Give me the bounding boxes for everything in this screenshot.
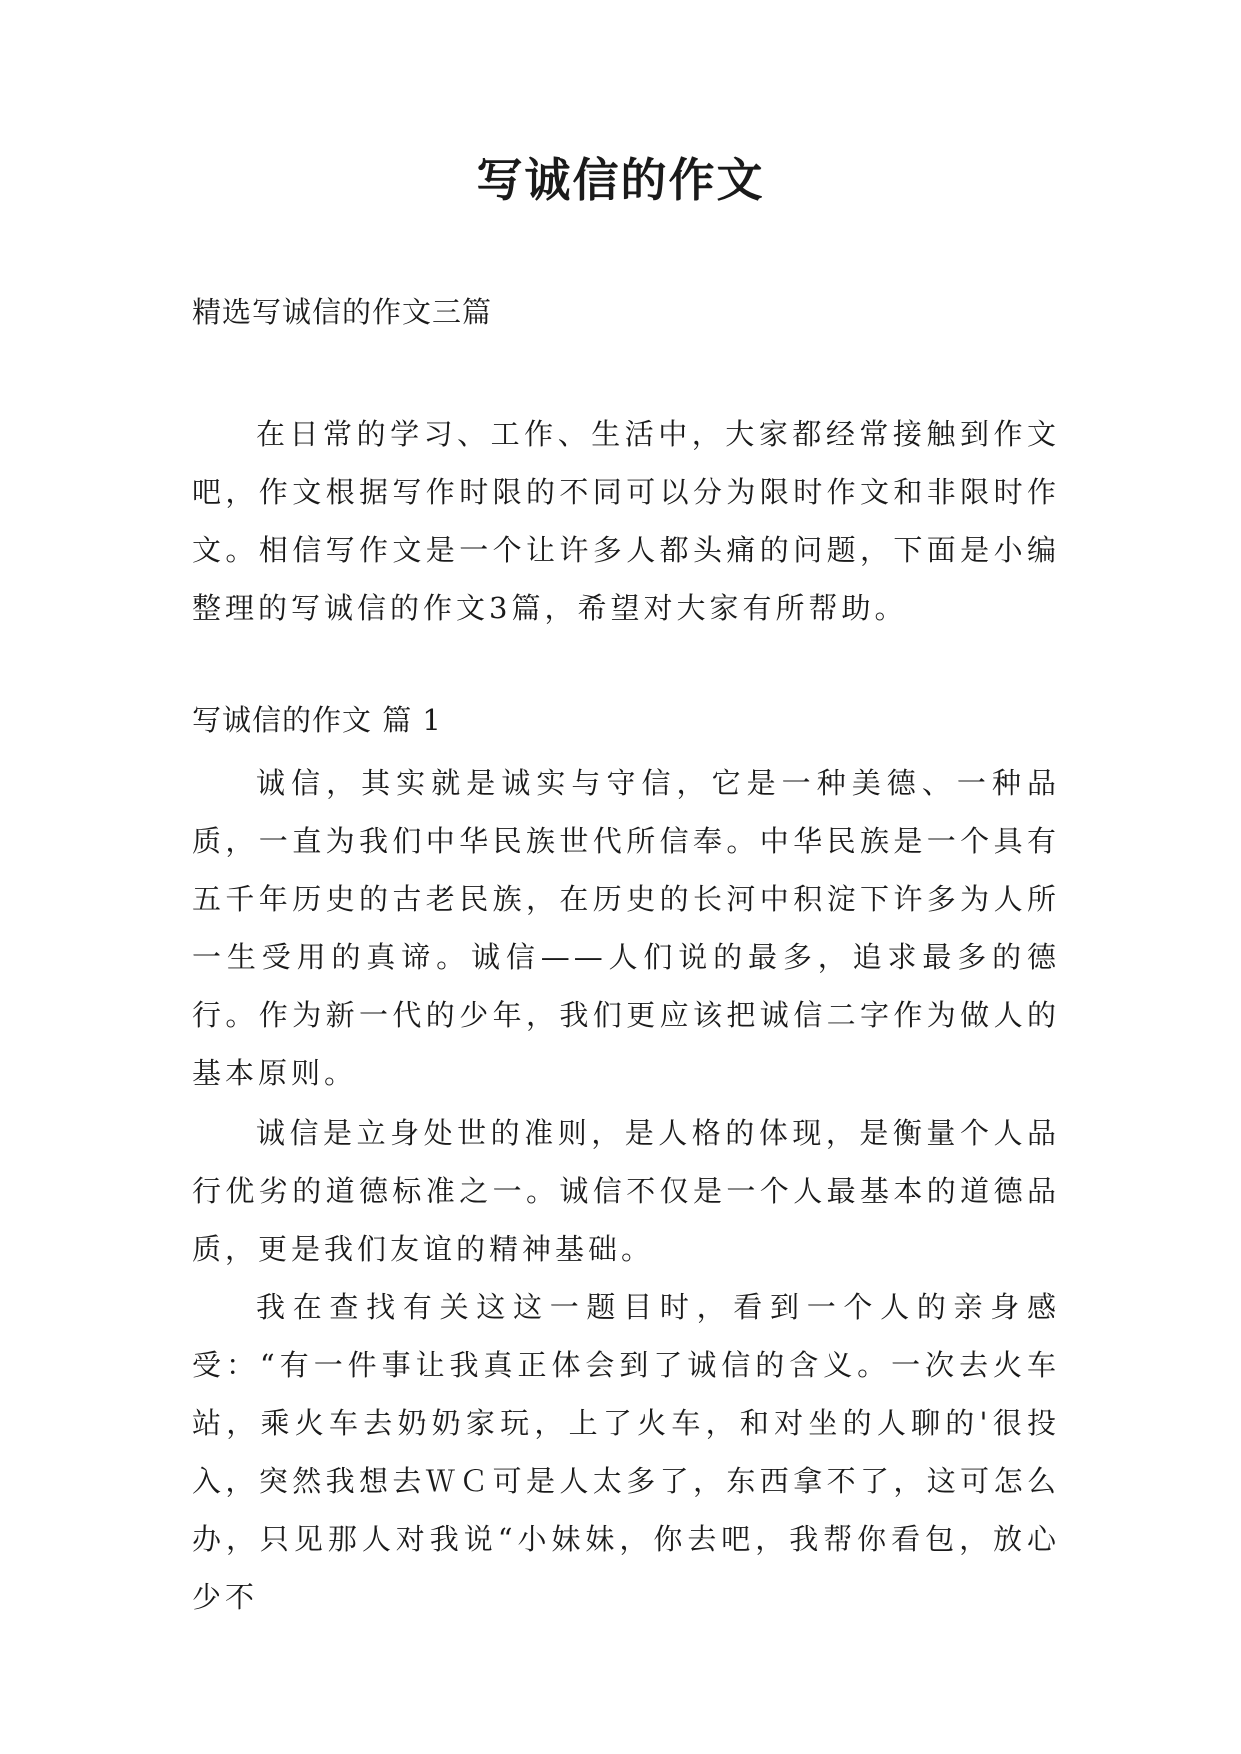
document-subtitle: 精选写诚信的作文三篇 [192,295,493,329]
section-heading: 写诚信的作文 篇 1 [192,703,442,737]
document-title: 写诚信的作文 [476,153,765,207]
body-paragraph-2: 诚信是立身处世的准则，是人格的体现，是衡量个人品行优劣的道德标准之一。诚信不仅是一个人最基本的道德品质，更是我们友谊的精神基础。 [192,1116,1060,1266]
body-paragraph-1: 诚信，其实就是诚实与守信，它是一种美德、一种品质，一直为我们中华民族世代所信奉。中华民族是一个具有五千年历史的古老民族，在历史的长河中积淀下许多为人所一生受用的真谛。诚信——人们说的最多，追求最多的德行。作为新一代的少年，我们更应该把诚信二字作为做人的基本原则。 [192,766,1060,1090]
intro-paragraph: 在日常的学习、工作、生活中，大家都经常接触到作文吧，作文根据写作时限的不同可以分为限时作文和非限时作文。相信写作文是一个让许多人都头痛的问题，下面是小编整理的写诚信的作文3篇，希望对大家有所帮助。 [192,417,1060,625]
body-paragraph-3: 我在查找有关这这一题目时，看到一个人的亲身感受：“有一件事让我真正体会到了诚信的含义。一次去火车站，乘火车去奶奶家玩，上了火车，和对坐的人聊的'很投入，突然我想去ＷＣ可是人太多了，东西拿不了，这可怎么办，只见那人对我说“小妹妹，你去吧，我帮你看包，放心少不 [192,1290,1060,1614]
